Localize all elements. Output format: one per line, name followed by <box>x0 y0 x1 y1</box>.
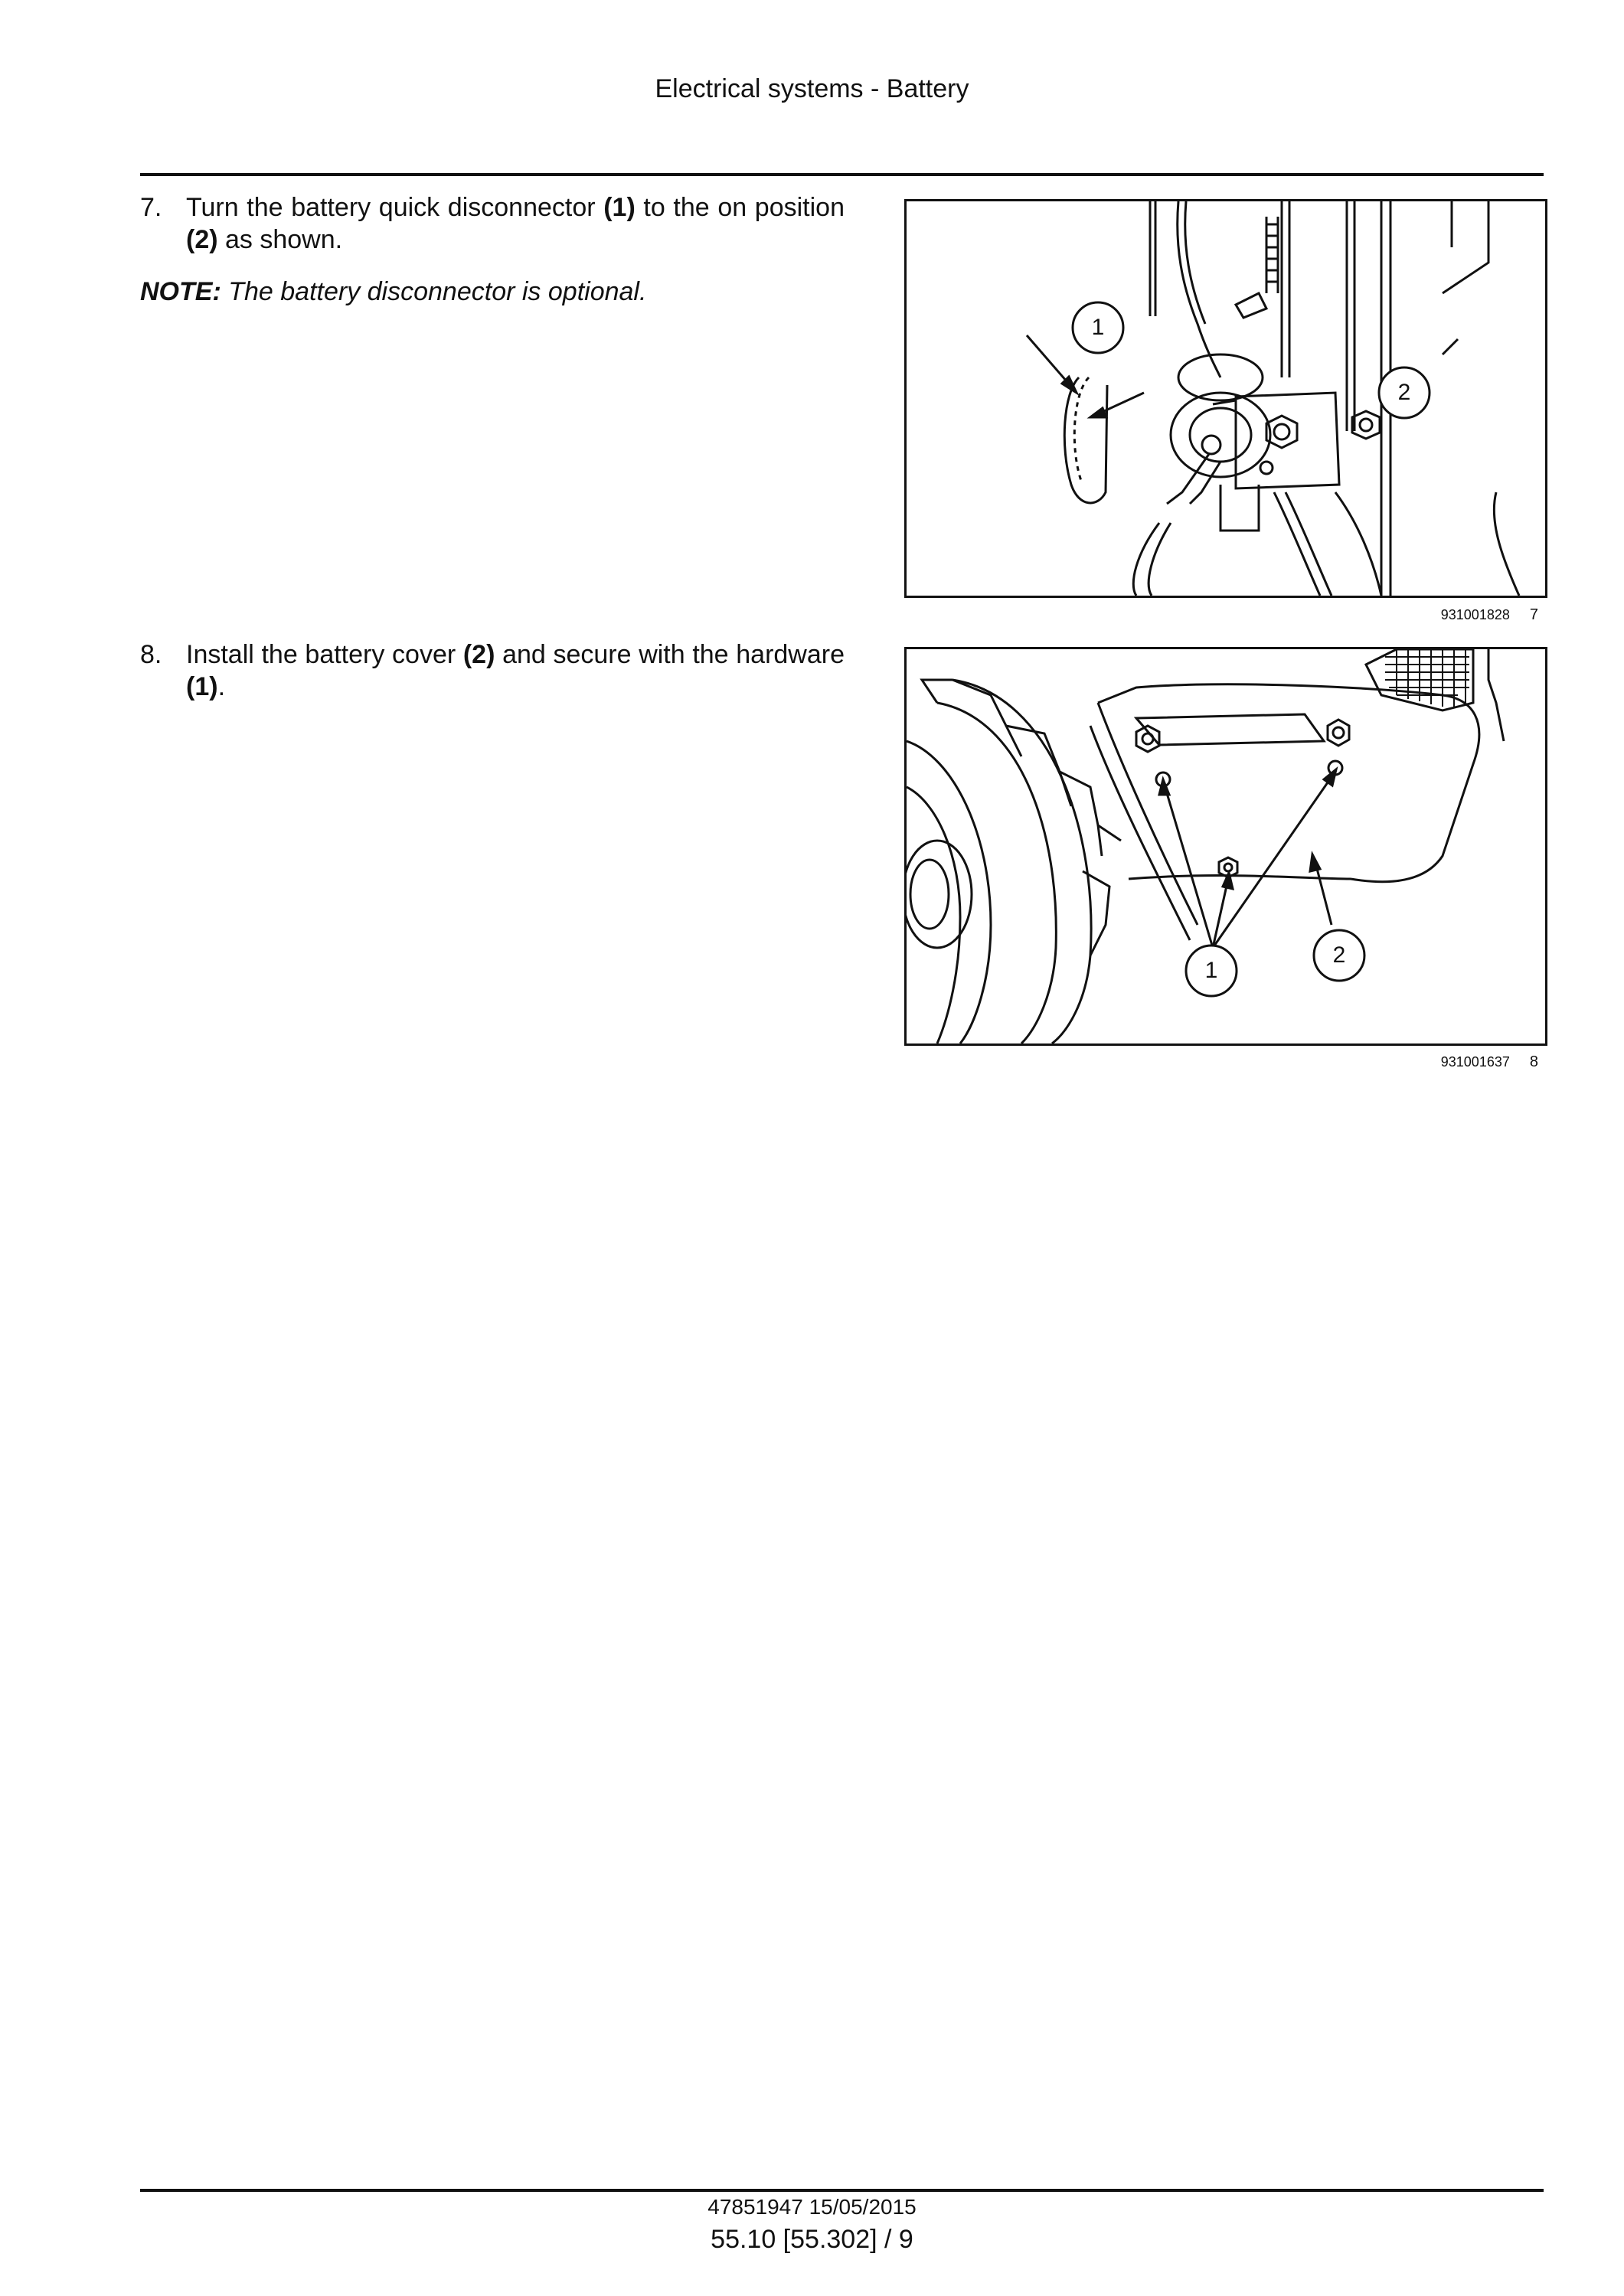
figure-reference-number: 931001828 <box>1440 607 1510 622</box>
callout-ref: (2) <box>186 225 218 254</box>
figure-index: 8 <box>1529 1053 1538 1070</box>
page-header-title: Electrical systems - Battery <box>655 74 969 103</box>
callout-2: 2 <box>1397 380 1411 405</box>
figure-8-caption <box>904 1053 1543 1070</box>
figure-reference-number: 931001637 <box>1440 1054 1510 1070</box>
callout-ref: (1) <box>186 672 218 701</box>
note <box>140 276 845 308</box>
footer-page-number: 55.10 [55.302] / 9 <box>711 2225 913 2254</box>
step-number: 8. <box>140 640 162 669</box>
figure-7-caption <box>904 606 1543 623</box>
footer-rule <box>140 2189 1544 2192</box>
step-text: Turn the battery quick disconnector (1) to the on position (2) as shown. <box>186 193 845 254</box>
footer-document-number: 47851947 15/05/2015 <box>707 2195 917 2219</box>
step-text: Install the battery cover (2) and secure with the hardware (1). <box>186 640 845 701</box>
header-rule <box>140 173 1544 176</box>
note-label: NOTE: <box>140 277 221 306</box>
step-number: 7. <box>140 193 162 222</box>
figure-battery-disconnector <box>904 199 1547 598</box>
figure-battery-cover <box>904 647 1547 1046</box>
step-7 <box>140 191 845 256</box>
battery-disconnector-illustration <box>907 201 1545 596</box>
callout-1: 1 <box>1204 958 1218 983</box>
callout-ref: (1) <box>603 193 636 222</box>
callout-1: 1 <box>1091 315 1105 340</box>
figure-index: 7 <box>1529 606 1538 623</box>
step-8 <box>140 639 845 703</box>
callout-2: 2 <box>1332 942 1346 968</box>
note-text: The battery disconnector is optional. <box>221 277 647 306</box>
callout-ref: (2) <box>462 640 495 669</box>
